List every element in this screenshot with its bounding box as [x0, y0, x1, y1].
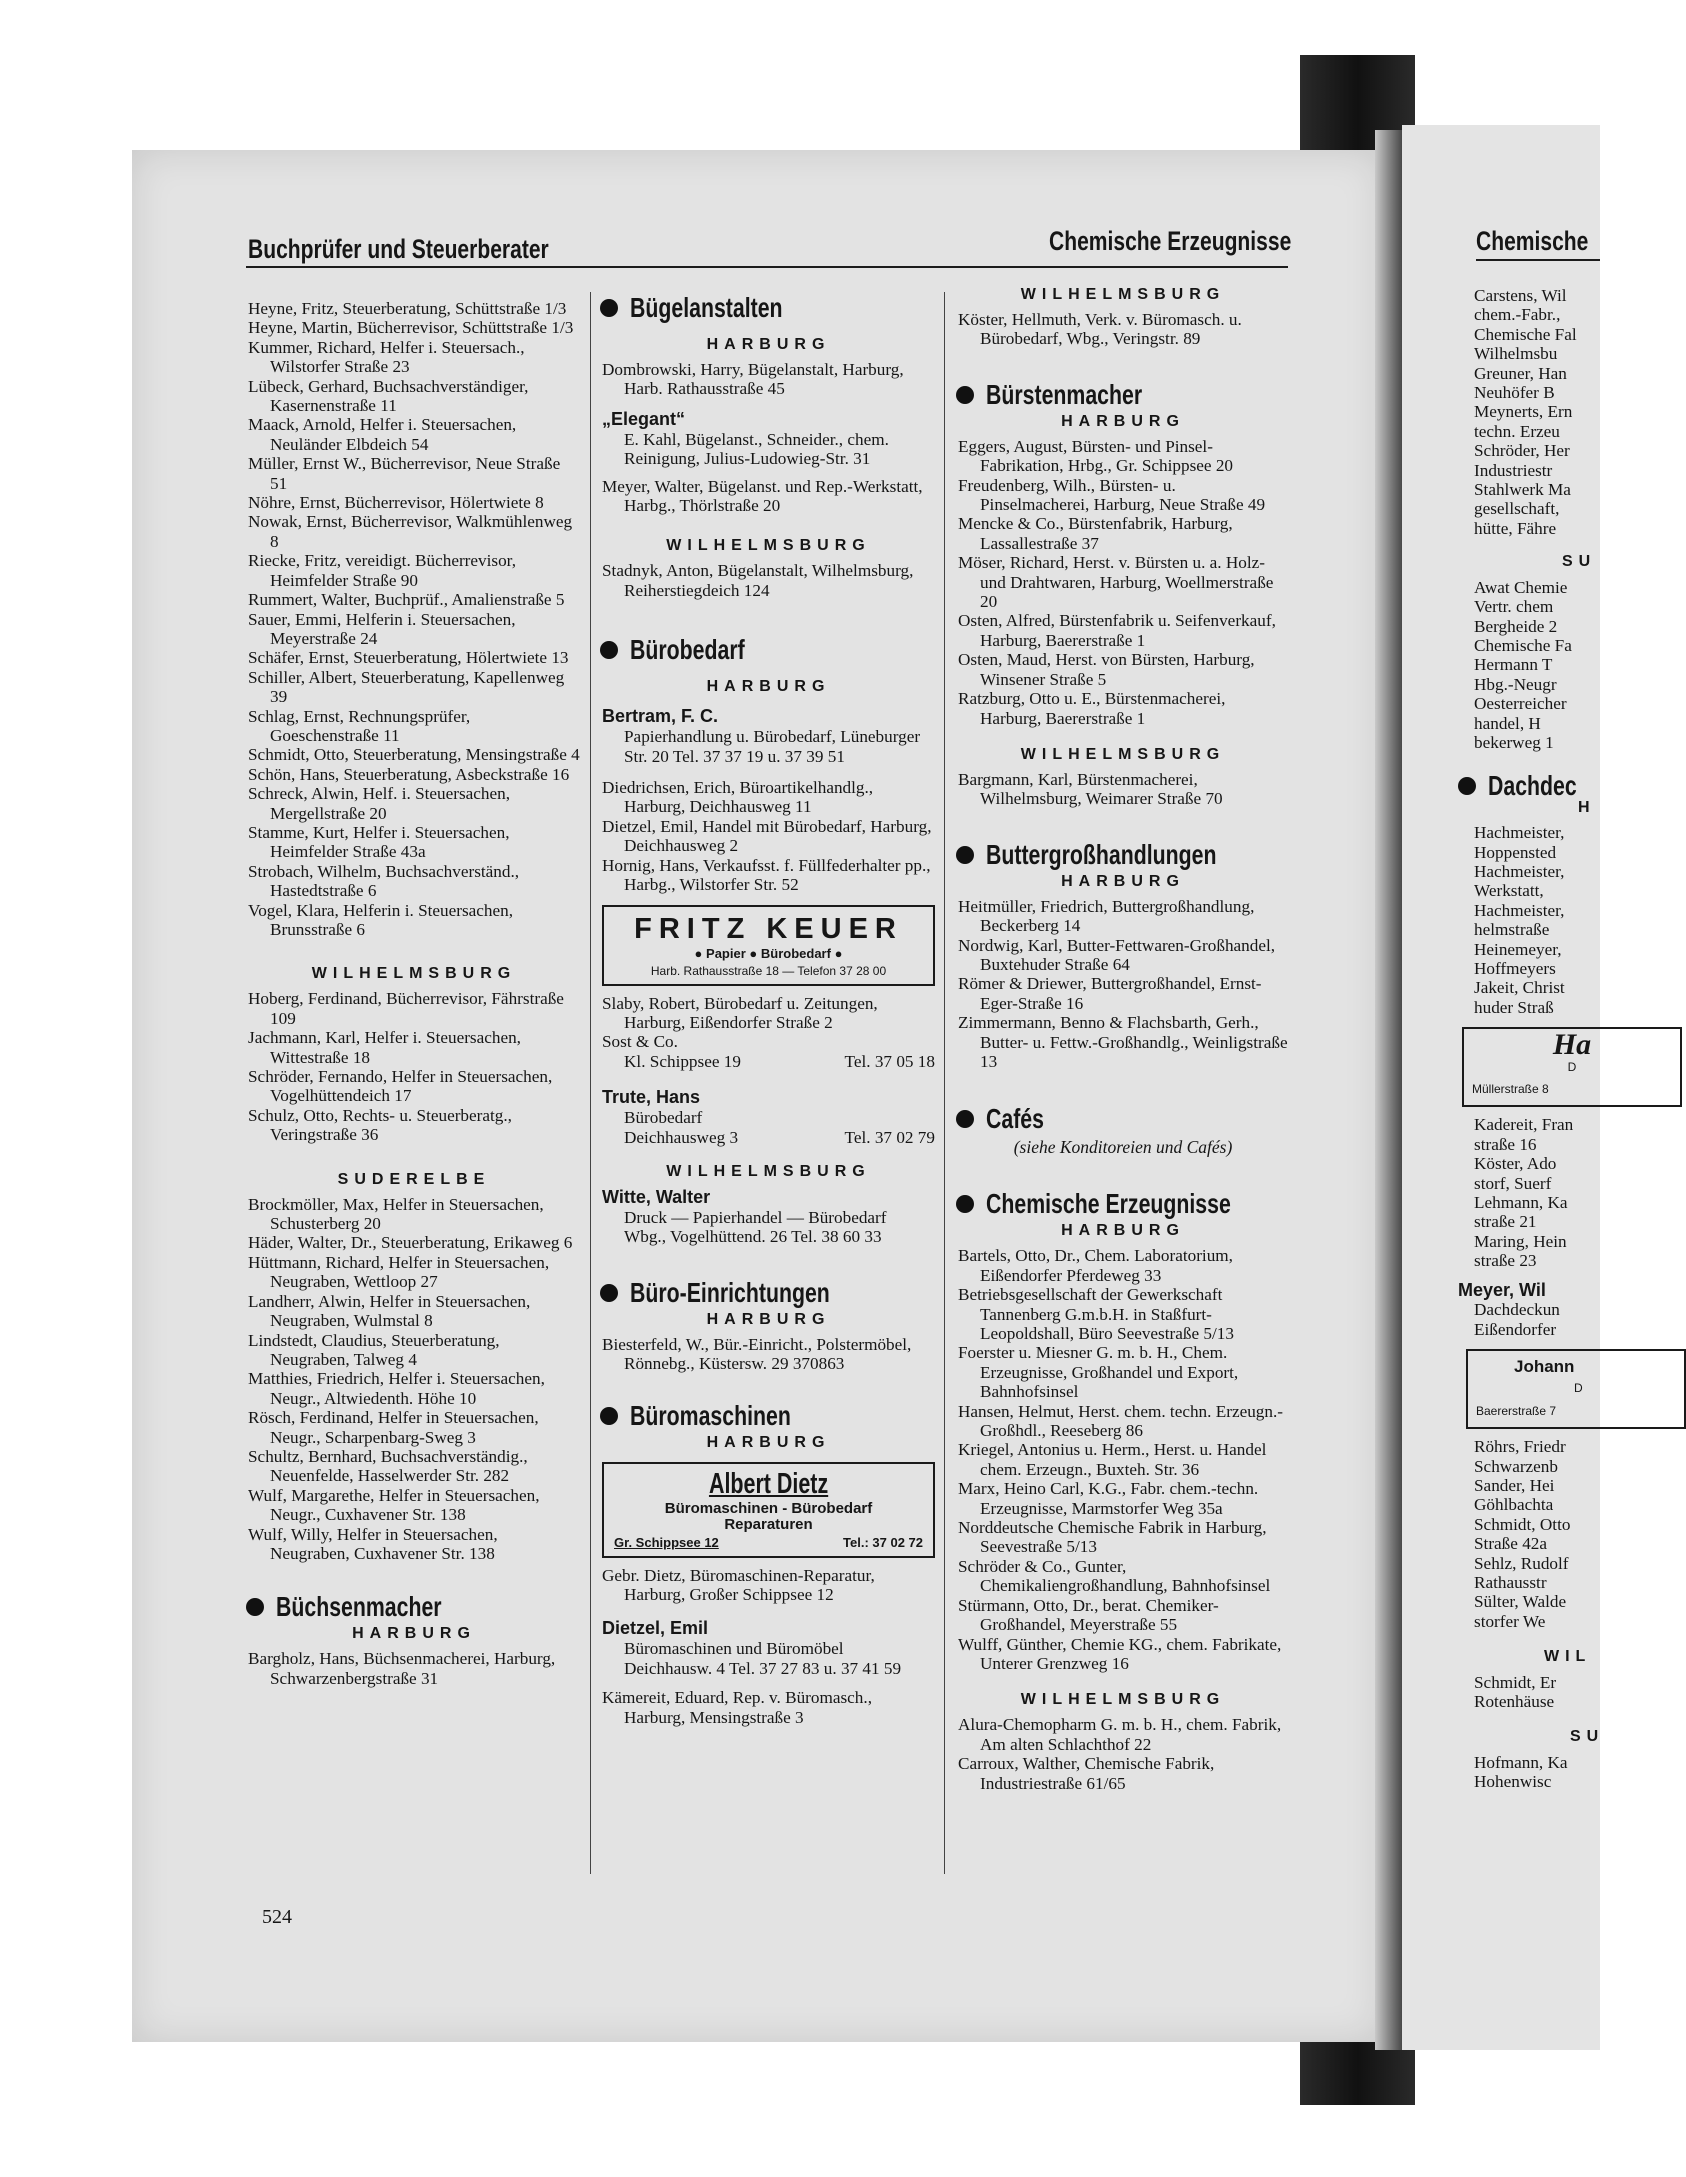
city-heading: SUDERELBE [337, 1170, 491, 1188]
entry-list [1474, 1753, 1634, 1792]
city-heading: H [1578, 798, 1596, 816]
city-heading: HARBURG [1061, 872, 1185, 890]
city-heading: HARBURG [706, 1310, 831, 1328]
section-title: Chemische Erzeugnisse [986, 1188, 1231, 1220]
directory-entry: Kämereit, Eduard, Rep. v. Büromasch., Harburg, Mensingstraße 3 [602, 1688, 872, 1727]
directory-entry: Heyne, Fritz, Steuerberatung, Schüttstraße 1/3 [248, 299, 567, 318]
firm-details: Wbg., Vogelhüttend. 26 Tel. 38 60 33 [624, 1227, 882, 1247]
section-title: Bürobedarf [630, 634, 745, 666]
entry-list [958, 1246, 1288, 1673]
directory-entry: Sander, Hei [1474, 1475, 1555, 1495]
section-title: Bügelanstalten [630, 292, 783, 323]
next-page-column [1458, 286, 1634, 1792]
firm-contact [602, 1052, 935, 1071]
firm-contact [602, 1128, 935, 1147]
entry-list [602, 561, 935, 600]
header-rule [246, 266, 1288, 268]
directory-entry: Norddeutsche Chemische Fabrik in Harburg, Seevestraße 5/13 [958, 1518, 1267, 1557]
directory-entry: bekerweg 1 [1474, 732, 1554, 752]
entry-list [958, 897, 1288, 1072]
directory-entry: Hoppensted [1474, 842, 1557, 862]
directory-entry: Awat Chemie [1474, 577, 1568, 597]
directory-entry: Mencke & Co., Bürstenfabrik, Harburg, Lassallestraße 37 [958, 514, 1233, 553]
section-heading [600, 292, 935, 324]
directory-entry: Schreck, Alwin, Helf. i. Steuersachen, Mergellstraße 20 [248, 784, 511, 823]
ad-firm-name: Ha [1552, 1028, 1592, 1062]
directory-entry: straße 21 [1474, 1212, 1537, 1232]
directory-entry: Hüttmann, Richard, Helfer in Steuersachen, Neugraben, Wettloop 27 [248, 1252, 550, 1292]
directory-entry: chem.-Fabr., [1474, 305, 1561, 325]
section-heading [246, 1591, 580, 1623]
directory-entry: Ratzburg, Otto u. E., Bürstenmacherei, Harburg, Baererstraße 1 [958, 689, 1226, 728]
directory-entry: straße 23 [1474, 1251, 1537, 1271]
ad-firm-name: Albert Dietz [708, 1467, 829, 1500]
firm-details: Deichhausw. 4 Tel. 37 27 83 u. 37 41 59 [624, 1658, 902, 1678]
directory-entry: Dombrowski, Harry, Bügelanstalt, Harburg, Harb. Rathausstraße 45 [602, 360, 904, 399]
entry-list [602, 1688, 935, 1727]
bullet-icon [956, 386, 974, 404]
section-heading [956, 1103, 1288, 1135]
city-heading: HARBURG [352, 1625, 476, 1643]
directory-entry: storfer We [1474, 1611, 1546, 1631]
directory-entry: Hansen, Helmut, Herst. chem. techn. Erzeugn.-Großhdl., Reeseberg 86 [958, 1401, 1284, 1441]
entry-list [602, 477, 935, 516]
ad-address: Müllerstraße 8 [1472, 1082, 1549, 1097]
next-page-header: Chemische [1476, 226, 1589, 256]
directory-entry: Hachmeister, [1474, 861, 1565, 881]
firm-phone: Tel. 37 02 79 [844, 1127, 935, 1147]
firm-name: Bertram, F. C. [602, 706, 719, 727]
directory-entry: huder Straß [1474, 997, 1554, 1017]
city-heading: WIL [1544, 1648, 1592, 1666]
section-heading [600, 1277, 935, 1309]
directory-entry: Schmidt, Er [1474, 1672, 1557, 1692]
section-title: Dachdec [1488, 770, 1577, 802]
directory-entry: Carstens, Wil [1474, 286, 1567, 305]
directory-entry: Vogel, Klara, Helferin i. Steuersachen, Brunsstraße 6 [248, 900, 514, 939]
entry-list [958, 310, 1288, 349]
bullet-icon [600, 1407, 618, 1425]
column-3 [958, 282, 1288, 1793]
entry-list [1474, 1300, 1634, 1339]
section-heading [956, 839, 1288, 871]
directory-entry: Foerster u. Miesner G. m. b. H., Chem. Erzeugnisse, Großhandel und Export, Bahnhofsinsel [958, 1343, 1239, 1402]
directory-entry: Marx, Heino Carl, K.G., Fabr. chem.-techn. Erzeugnisse, Marmstorfer Weg 35a [958, 1479, 1259, 1518]
column-divider-1 [590, 292, 591, 1874]
ad-product: Bürobedarf [760, 945, 831, 961]
directory-entry: Sehlz, Rudolf [1474, 1553, 1569, 1573]
directory-entry: Hornig, Hans, Verkaufsst. f. Füllfederhalter pp., Harbg., Wilstorfer Str. 52 [602, 855, 931, 895]
directory-entry: handel, H [1474, 713, 1541, 733]
section-heading [600, 634, 935, 666]
section-title: Büromaschinen [630, 1399, 791, 1431]
directory-entry: Köster, Ado [1474, 1154, 1557, 1174]
directory-entry: Lindstedt, Claudius, Steuerberatung, Neugraben, Talweg 4 [248, 1330, 500, 1369]
directory-entry: Meyer, Walter, Bügelanst. und Rep.-Werkstatt, Harbg., Thörlstraße 20 [602, 476, 923, 516]
directory-entry: Gebr. Dietz, Büromaschinen-Reparatur, Harburg, Großer Schippsee 12 [602, 1565, 875, 1604]
firm-details: Druck — Papierhandel — Bürobedarf [624, 1207, 887, 1227]
section-title: Büro-Einrichtungen [630, 1276, 830, 1308]
directory-entry: Osten, Maud, Herst. von Bürsten, Harburg, Winsener Straße 5 [958, 650, 1255, 689]
section-title: Cafés [986, 1103, 1044, 1135]
directory-entry: Schulz, Otto, Rechts- u. Steuerberatg., Veringstraße 36 [248, 1105, 512, 1145]
directory-entry: Hoberg, Ferdinand, Bücherrevisor, Fährstraße 109 [248, 989, 564, 1028]
directory-entry: Straße 42a [1474, 1534, 1548, 1554]
city-heading: WILHELMSBURG [1020, 1691, 1226, 1709]
firm-details: Bürobedarf [624, 1108, 703, 1128]
directory-entry: Rathausstr [1474, 1572, 1547, 1592]
column-divider-2 [944, 292, 945, 1874]
ad-firm-name: Johann [1514, 1356, 1575, 1376]
directory-entry: Hachmeister, [1474, 900, 1565, 920]
directory-entry: Dachdeckun [1474, 1300, 1560, 1320]
section-heading [956, 1188, 1288, 1220]
directory-entry: Stahlwerk Ma [1474, 480, 1571, 500]
directory-entry: Strobach, Wilhelm, Buchsachverständ., Hastedtstraße 6 [248, 861, 520, 901]
directory-entry: Rummert, Walter, Buchprüf., Amalienstraße 5 [248, 590, 565, 610]
city-heading: WILHELMSBURG [666, 537, 871, 555]
directory-entry: Schmidt, Otto, Steuerberatung, Mensingstraße 4 [248, 745, 580, 765]
city-heading: WILHELMSBURG [311, 965, 517, 983]
bullet-icon [956, 1110, 974, 1128]
directory-entry: Schiller, Albert, Steuerberatung, Kapellenweg 39 [248, 667, 565, 707]
directory-entry: Nordwig, Karl, Butter-Fettwaren-Großhandel, Buxtehuder Straße 64 [958, 935, 1276, 974]
directory-entry: Sülter, Walde [1474, 1592, 1567, 1612]
firm-name: Sost & Co. [602, 1032, 678, 1052]
entry-list [602, 360, 935, 399]
entry-list [1474, 823, 1634, 1017]
directory-entry: Möser, Richard, Herst. v. Bürsten u. a. Holz- und Drahtwaren, Harburg, Woellmerstraße 20 [958, 553, 1274, 612]
ad-product: Papier [706, 945, 746, 961]
directory-entry: Freudenberg, Wilh., Bürsten- u. Pinselmacherei, Harburg, Neue Straße 49 [958, 475, 1266, 515]
directory-entry: Oesterreicher [1474, 694, 1567, 714]
section-title: Bürstenmacher [986, 378, 1143, 410]
entry-list [602, 994, 935, 1033]
directory-entry: Eggers, August, Bürsten- und Pinsel-Fabrikation, Hrbg., Gr. Schippsee 20 [958, 436, 1234, 476]
directory-entry: Schröder & Co., Gunter, Chemikaliengroßhandlung, Bahnhofsinsel [958, 1556, 1271, 1596]
city-heading: WILHELMSBURG [666, 1162, 871, 1180]
directory-entry: Röhrs, Friedr [1474, 1437, 1566, 1457]
directory-entry: Riecke, Fritz, vereidigt. Bücherrevisor, Heimfelder Straße 90 [248, 551, 517, 590]
directory-entry: Rösch, Ferdinand, Helfer in Steuersachen, Neugr., Scharpenbarg-Sweg 3 [248, 1408, 539, 1447]
directory-entry: Diedrichsen, Erich, Büroartikelhandlg., Harburg, Deichhausweg 11 [602, 778, 874, 817]
directory-entry: Schröder, Fernando, Helfer in Steuersachen, Vogelhüttendeich 17 [248, 1067, 553, 1106]
directory-entry: Müller, Ernst W., Bücherrevisor, Neue Straße 51 [248, 454, 561, 493]
directory-entry: helmstraße [1474, 920, 1550, 940]
directory-entry: Eißendorfer [1474, 1319, 1557, 1339]
directory-entry: Werkstatt, [1474, 881, 1544, 901]
directory-entry: Greuner, Han [1474, 363, 1567, 383]
city-heading: SU [1562, 553, 1597, 571]
bullet-icon [1458, 777, 1476, 795]
directory-entry: Heyne, Martin, Bücherrevisor, Schüttstraße 1/3 [248, 318, 574, 338]
directory-entry: Schmidt, Otto [1474, 1514, 1571, 1534]
directory-entry: Hofmann, Ka [1474, 1752, 1568, 1772]
directory-entry: Betriebsgesellschaft der Gewerkschaft Tannenberg G.m.b.H. in Staßfurt-Leopoldshall, Büro Seevestraße 5/13 [958, 1285, 1234, 1343]
entry-list [602, 1335, 935, 1374]
directory-entry: Lehmann, Ka [1474, 1193, 1568, 1213]
directory-entry: Stamme, Kurt, Helfer i. Steuersachen, Heimfelder Straße 43a [248, 822, 510, 862]
directory-entry: Jakeit, Christ [1474, 978, 1565, 998]
firm-details: Büromaschinen und Büromöbel [624, 1639, 844, 1659]
advertisement-box [1466, 1349, 1686, 1429]
directory-entry: Wulf, Margarethe, Helfer in Steuersachen, Neugr., Cuxhavener Str. 138 [248, 1485, 540, 1525]
directory-entry: straße 16 [1474, 1134, 1537, 1154]
directory-entry: Vertr. chem [1474, 597, 1554, 617]
ad-details: D [1567, 1059, 1577, 1074]
firm-name: Witte, Walter [602, 1186, 711, 1207]
ad-contact [614, 1535, 923, 1550]
firm-name: „Elegant“ [602, 408, 686, 429]
directory-entry: Alura-Chemopharm G. m. b. H., chem. Fabrik, Am alten Schlachthof 22 [958, 1715, 1282, 1754]
firm-details: E. Kahl, Bügelanst., Schneider., chem. Reinigung, Julius-Ludowieg-Str. 31 [624, 429, 889, 469]
directory-entry: Schön, Hans, Steuerberatung, Asbeckstraße 16 [248, 764, 570, 784]
directory-entry: Brockmöller, Max, Helfer in Steuersachen, Schusterberg 20 [248, 1194, 544, 1234]
directory-entry: Wulf, Willy, Helfer in Steuersachen, Neugraben, Cuxhavener Str. 138 [248, 1524, 498, 1563]
directory-entry: Göhlbachta [1474, 1495, 1554, 1515]
directory-entry: Slaby, Robert, Bürobedarf u. Zeitungen, Harburg, Eißendorfer Straße 2 [602, 993, 878, 1032]
bullet-icon: ● [694, 945, 703, 961]
advertisement-box [602, 1462, 935, 1558]
directory-entry: Schlag, Ernst, Rechnungsprüfer, Goeschenstraße 11 [248, 706, 471, 745]
next-page-header-rule [1476, 259, 1600, 261]
ad-firm-name: FRITZ KEUER [634, 912, 903, 945]
firm-phone: Tel. 37 05 18 [844, 1051, 935, 1071]
advertisement-box [602, 905, 935, 986]
directory-entry: Nowak, Ernst, Bücherrevisor, Walkmühlenweg 8 [248, 512, 573, 551]
city-heading: WILHELMSBURG [1020, 286, 1226, 303]
city-heading: HARBURG [1061, 412, 1185, 430]
directory-entry: Häder, Walter, Dr., Steuerberatung, Erikaweg 6 [248, 1233, 573, 1253]
city-heading: HARBURG [706, 1433, 831, 1451]
entry-list [602, 1566, 935, 1605]
entry-list [1474, 1115, 1634, 1270]
directory-entry: Bartels, Otto, Dr., Chem. Laboratorium, Eißendorfer Pferdeweg 33 [958, 1246, 1233, 1285]
directory-entry: gesellschaft, [1474, 499, 1560, 519]
firm-name: Trute, Hans [602, 1087, 701, 1108]
entry-list [248, 1649, 580, 1688]
entry-list [248, 1195, 580, 1564]
directory-entry: Maring, Hein [1474, 1231, 1567, 1251]
directory-entry: Hachmeister, [1474, 823, 1565, 843]
directory-entry: Maack, Arnold, Helfer i. Steuersachen, Neuländer Elbdeich 54 [248, 415, 517, 454]
directory-entry: Römer & Driewer, Buttergroßhandel, Ernst-Eger-Straße 16 [958, 974, 1262, 1013]
firm-address: Kl. Schippsee 19 [624, 1051, 741, 1071]
directory-entry: Matthies, Friedrich, Helfer i. Steuersachen, Neugr., Altwiedenth. Höhe 10 [248, 1369, 545, 1408]
firm-details: Papierhandlung u. Bürobedarf, Lüneburger Str. 20 Tel. 37 37 19 u. 37 39 51 [624, 727, 921, 766]
section-heading [1458, 770, 1634, 802]
entry-list [1474, 578, 1634, 753]
directory-entry: storf, Suerf [1474, 1173, 1552, 1193]
directory-entry: hütte, Fähre [1474, 518, 1557, 538]
page-number: 524 [262, 1906, 292, 1928]
section-heading [600, 1400, 935, 1432]
city-heading: HARBURG [706, 678, 831, 696]
directory-entry: Schröder, Her [1474, 441, 1570, 461]
directory-entry: Nöhre, Ernst, Bücherrevisor, Hölertwiete 8 [248, 493, 544, 513]
directory-entry: Wulff, Günther, Chemie KG., chem. Fabrikate, Unterer Grenzweg 16 [958, 1634, 1282, 1673]
bullet-icon [956, 1195, 974, 1213]
column-1 [248, 299, 580, 1688]
directory-entry: Köster, Hellmuth, Verk. v. Büromasch. u. Bürobedarf, Wbg., Veringstr. 89 [958, 310, 1242, 349]
directory-entry: Bargmann, Karl, Bürstenmacherei, Wilhelmsburg, Weimarer Straße 70 [958, 769, 1223, 809]
ad-phone: Tel.: 37 02 72 [843, 1534, 923, 1550]
directory-entry: techn. Erzeu [1474, 421, 1560, 441]
entry-list [1474, 1437, 1634, 1631]
book-spine [1375, 130, 1405, 2050]
bullet-icon [600, 1284, 618, 1302]
directory-entry: Jachmann, Karl, Helfer i. Steuersachen, Wittestraße 18 [248, 1028, 521, 1067]
bullet-icon [246, 1598, 264, 1616]
directory-entry: Hermann T [1474, 655, 1553, 675]
advertisement-box [1462, 1027, 1682, 1107]
ad-address: Harb. Rathausstraße 18 — Telefon 37 28 00 [650, 963, 887, 978]
city-heading: HARBURG [706, 336, 831, 353]
directory-entry: Wilhelmsbu [1474, 344, 1558, 364]
directory-entry: Hohenwisc [1474, 1772, 1552, 1792]
directory-entry: Stürmann, Otto, Dr., berat. Chemiker-Großhandel, Meyerstraße 55 [958, 1595, 1219, 1635]
directory-entry: Heitmüller, Friedrich, Buttergroßhandlung, Beckerberg 14 [958, 896, 1255, 936]
directory-entry: Kriegel, Antonius u. Herm., Herst. u. Handel chem. Erzeugn., Buxteh. Str. 36 [958, 1440, 1267, 1479]
directory-entry: Kadereit, Fran [1474, 1115, 1574, 1135]
directory-entry: Meynerts, Ern [1474, 402, 1573, 422]
firm-address: Deichhausweg 3 [624, 1127, 739, 1147]
directory-entry: Rotenhäuse [1474, 1692, 1555, 1711]
entry-list [958, 770, 1288, 809]
directory-entry: Chemische Fa [1474, 635, 1572, 655]
column-2 [602, 292, 935, 1727]
city-heading: SU [1570, 1728, 1605, 1746]
firm-name: Meyer, Wil [1458, 1279, 1546, 1300]
directory-entry: Kummer, Richard, Helfer i. Steuersach., Wilstorfer Straße 23 [248, 337, 525, 377]
directory-entry: Industriestr [1474, 460, 1553, 480]
header-right: Chemische Erzeugnisse [1049, 226, 1292, 256]
header-left: Buchprüfer und Steuerberater [248, 234, 549, 264]
directory-entry: Schäfer, Ernst, Steuerberatung, Hölertwiete 13 [248, 648, 569, 668]
bullet-icon: ● [834, 945, 843, 961]
city-heading: HARBURG [1061, 1222, 1185, 1240]
directory-entry: Landherr, Alwin, Helfer in Steuersachen, Neugraben, Wulmstal 8 [248, 1291, 531, 1331]
bullet-icon [600, 641, 618, 659]
ad-address: Baererstraße 7 [1476, 1403, 1557, 1418]
directory-entry: Bargholz, Hans, Büchsenmacherei, Harburg, Schwarzenbergstraße 31 [248, 1649, 556, 1688]
bullet-icon [600, 299, 618, 317]
city-heading: WILHELMSBURG [1020, 745, 1226, 763]
ad-products: Reparaturen [724, 1515, 813, 1533]
directory-entry: Lübeck, Gerhard, Buchsachverständiger, Kasernenstraße 11 [248, 376, 529, 416]
ad-products: Büromaschinen - Bürobedarf [664, 1499, 873, 1517]
entry-list [602, 778, 935, 894]
section-heading [956, 379, 1288, 411]
entry-list [1474, 286, 1634, 538]
directory-entry: Schwarzenb [1474, 1456, 1558, 1476]
directory-entry: Dietzel, Emil, Handel mit Bürobedarf, Harburg, Deichhausweg 2 [602, 816, 932, 856]
directory-entry: Chemische Fal [1474, 324, 1577, 344]
directory-entry: Carroux, Walther, Chemische Fabrik, Industriestraße 61/65 [958, 1754, 1215, 1793]
entry-list [1474, 1673, 1634, 1712]
ad-products [612, 946, 925, 961]
directory-entry: Osten, Alfred, Bürstenfabrik u. Seifenverkauf, Harburg, Baererstraße 1 [958, 611, 1276, 650]
entry-list [248, 989, 580, 1144]
directory-entry: Sauer, Emmi, Helferin i. Steuersachen, Meyerstraße 24 [248, 609, 516, 648]
cross-reference-note: (siehe Konditoreien und Cafés) [1013, 1137, 1233, 1158]
directory-entry: Neuhöfer B [1474, 383, 1555, 403]
section-title: Buttergroßhandlungen [986, 838, 1217, 870]
ad-details: D [1574, 1381, 1583, 1396]
entry-list [958, 1715, 1288, 1793]
directory-entry: Zimmermann, Benno & Flachsbarth, Gerh., Butter- u. Fettw.-Großhandlg., Weinligstraße 13 [958, 1013, 1288, 1071]
ad-address: Gr. Schippsee 12 [614, 1534, 719, 1550]
directory-entry: Stadnyk, Anton, Bügelanstalt, Wilhelmsburg, Reiherstiegdeich 124 [602, 561, 914, 600]
bullet-icon [956, 846, 974, 864]
section-title: Büchsenmacher [276, 1591, 442, 1623]
firm-name: Dietzel, Emil [602, 1618, 709, 1639]
scan-border-top [0, 0, 1600, 55]
directory-entry: Hbg.-Neugr [1474, 674, 1557, 694]
bullet-icon: ● [749, 945, 758, 961]
entry-list [248, 299, 580, 939]
directory-entry: Schultz, Bernhard, Buchsachverständig., Neuenfelde, Hasselwerder Str. 282 [248, 1446, 528, 1486]
directory-entry: Biesterfeld, W., Bür.-Einricht., Polstermöbel, Rönnebg., Küstersw. 29 370863 [602, 1334, 912, 1374]
entry-list [958, 437, 1288, 728]
directory-entry: Heinemeyer, [1474, 939, 1562, 959]
directory-entry: Bergheide 2 [1474, 616, 1558, 636]
directory-entry: Hoffmeyers [1474, 959, 1556, 978]
